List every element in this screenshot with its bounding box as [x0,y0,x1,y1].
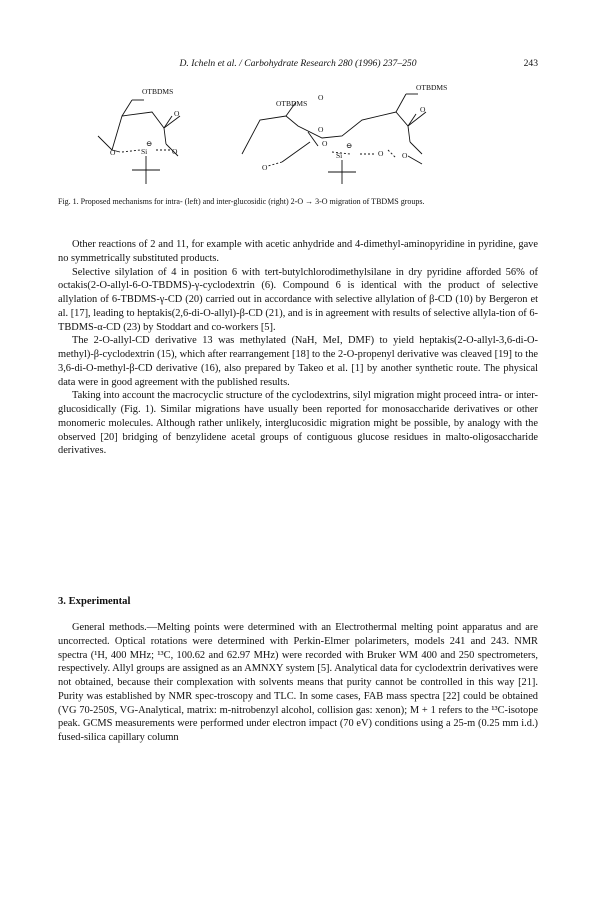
right-si-label: Si [336,151,343,160]
right-o-label-1: O [318,93,324,102]
left-charge-label: ⊖ [146,139,153,148]
paragraph: The 2-O-allyl-CD derivative 13 was methylated (NaH, MeI, DMF) to yield heptakis(2-O-allyl-3,6-di-O-methyl)-β-cyclodextrin (15), which after rearrangement [18] to the 2-O-propenyl derivative was cleaved [19] to the 3,6-di-O-methyl-β-CD derivative (16), also prepared by Takeo et al. [1] by another synthetic route. The physical data were in good agreement with the published results. [58,335,538,388]
experimental-text [58,621,538,745]
left-o2-label: O [110,148,116,157]
left-structure [98,100,180,184]
figure-caption: Fig. 1. Proposed mechanisms for intra- (left) and inter-glucosidic (right) 2-O → 3-O migration of TBDMS groups. [58,197,425,206]
figure-1 [60,80,536,190]
discussion-text [58,238,538,458]
right-o-label-3: O [322,139,328,148]
right-o-label-6: O [402,151,408,160]
left-otbdms-label: OTBDMS [142,87,174,96]
silyl-migration-scheme [60,80,536,190]
left-o3-label: O [172,147,178,156]
left-ring-oxygen-label: O [174,109,180,118]
right-o-label-5: O [378,149,384,158]
right-o-label-2: O [318,125,324,134]
paragraph: Selective silylation of 4 in position 6 with tert-butylchlorodimethylsilane in dry pyridine afforded 56% of octakis(2-O-allyl-6-O-TBDMS)-γ-cyclodextrin (6). Compound 6 is identical with the product of selective allylation of 6-TBDMS-γ-CD (20) carried out in accordance with selective allylation of β-CD (10) by Bergeron et al. [17], leading to heptakis(2,6-di-O-allyl)-β-CD (21), and is in agreement with results of selective allyla-tion of 6-TBDMS-α-CD (23) by Stoddart and co-workers [5]. [58,266,538,333]
left-si-label: Si [141,147,148,156]
section-heading: 3. Experimental [58,596,131,607]
right-structure [242,94,426,184]
page-number: 243 [523,58,538,69]
running-header [58,58,538,72]
right-otbdms-label-1: OTBDMS [276,99,308,108]
paragraph: General methods.—Melting points were determined with an Electrothermal melting point apparatus and are uncorrected. Optical rotations were determined with Perkin-Elmer polarimeters, models 241 and 243. NMR spectra (¹H, 400 MHz; ¹³C, 100.62 and 62.97 MHz) were recorded with Bruker WM 400 and 250 spectrometers, respectively. Allyl groups are assigned as an AMNXY system [5]. Analytical data for cyclodextrin derivatives were not obtained, because their complexation with solvents means that purity cannot be controlled in this way [21]. Purity was established by NMR spec-troscopy and TLC. In some cases, FAB mass spectra [22] could be obtained (VG 70-250S, VG-Analytical, matrix: m-nitrobenzyl alcohol, collision gas: xenon); M + 1 refers to the ¹³C-isotope peak. GCMS measurements were performed under electron impact (70 eV) conditions using a 25-m (0.25 mm i.d.) fused-silica capillary column [58,622,538,743]
right-ring-oxygen-label: O [420,105,426,114]
right-charge-label: ⊖ [346,141,353,150]
running-head: D. Icheln et al. / Carbohydrate Research 280 (1996) 237–250 [179,58,417,69]
paragraph: Other reactions of 2 and 11, for example with acetic anhydride and 4-dimethyl-aminopyridine in pyridine, gave no symmetrically substituted products. [58,239,538,264]
paragraph: Taking into account the macrocyclic structure of the cyclodextrins, silyl migration might proceed intra- or inter-glucosidically (Fig. 1). Similar migrations have usually been reported for monosaccharide derivatives or other monomeric molecules. Although rather unlikely, interglucosidic migration might be possible, by analogy with the observed [20] bridging of benzylidene acetal groups of contiguous glucose residues in malto-oligosaccharide derivatives. [58,390,538,457]
right-o-label-4: O [262,163,268,172]
right-otbdms-label-2: OTBDMS [416,83,448,92]
